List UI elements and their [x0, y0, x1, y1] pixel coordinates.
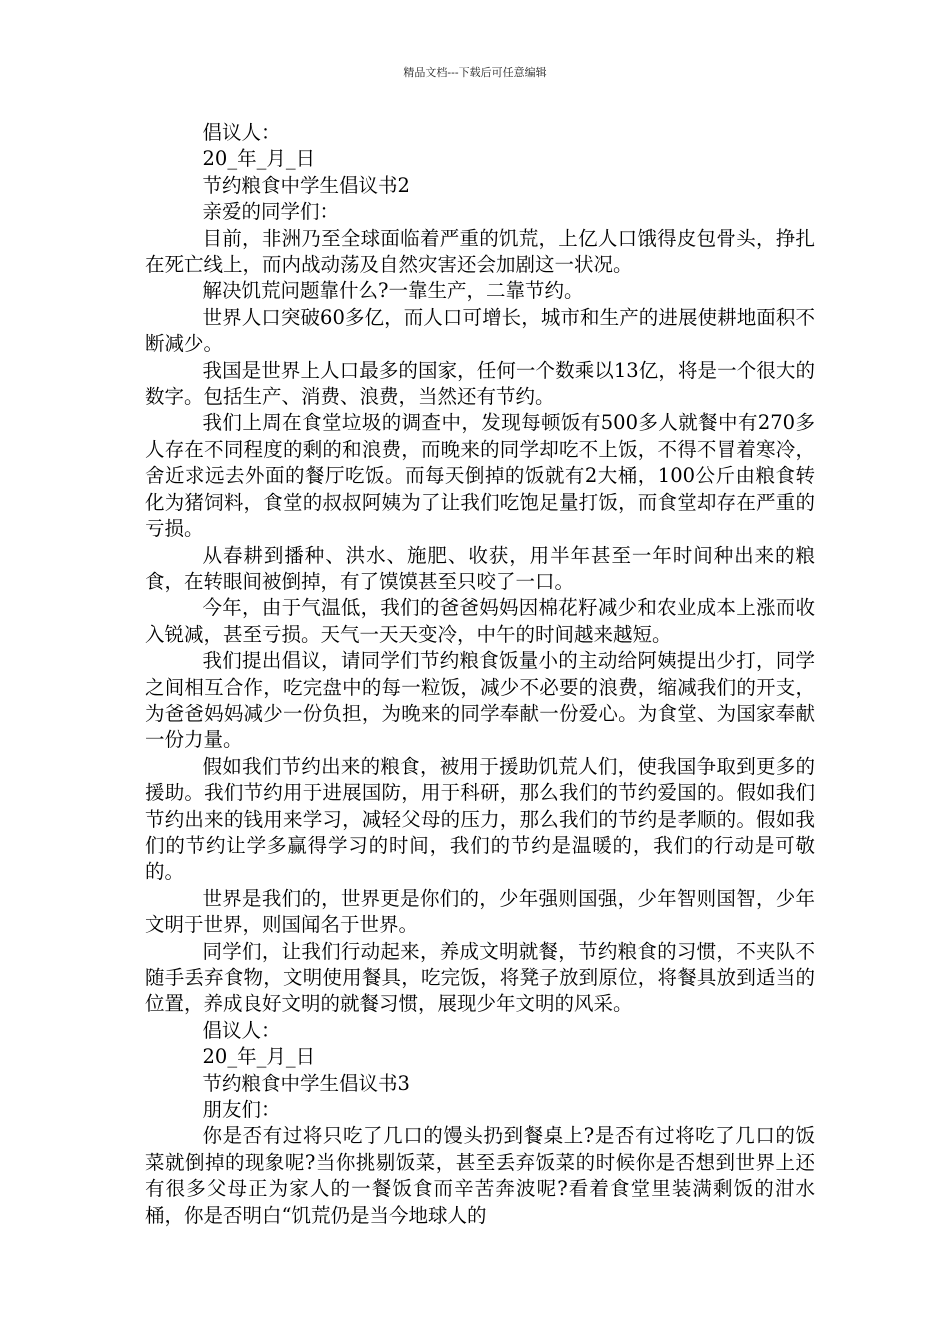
- salutation: 亲爱的同学们：: [202, 200, 340, 224]
- paragraph: 你是否有过将只吃了几口的馒头扔到餐桌上?是否有过将吃了几口的饭菜就倒掉的现象呢?当你挑剔饭菜，甚至丢弃饭菜的时候你是否想到世界上还有很多父母正为家人的一餐饭食而辛苦奔波呢?看着食堂里装满剩饭的泔水桶，你是否明白“饥荒仍是当今地球人的: [145, 1124, 815, 1227]
- paragraph: 今年，由于气温低，我们的爸爸妈妈因棉花籽减少和农业成本上涨而收入锐减，甚至亏损。天气一天天变冷，中午的时间越来越短。: [145, 596, 815, 646]
- paragraph: 目前，非洲乃至全球面临着严重的饥荒，上亿人口饿得皮包骨头，挣扎在死亡线上，而内战动荡及自然灾害还会加剧这一状况。: [145, 226, 815, 277]
- section-title: 节约粮食中学生倡议书3: [202, 1071, 410, 1095]
- paragraph: 世界是我们的，世界更是你们的，少年强则国强，少年智则国智，少年文明于世界，则国闻名于世界。: [145, 886, 815, 937]
- paragraph: 我们提出倡议，请同学们节约粮食饭量小的主动给阿姨提出少打，同学之间相互合作，吃完盘中的每一粒饭，减少不必要的浪费，缩减我们的开支，为爸爸妈妈减少一份负担，为晚来的同学奉献一份爱心。为食堂、为国家奉献一份力量。: [145, 649, 815, 752]
- paragraph: 解决饥荒问题靠什么?一靠生产，二靠节约。: [202, 279, 584, 303]
- paragraph: 我国是世界上人口最多的国家，任何一个数乘以13亿，将是一个很大的数字。包括生产、消费、浪费，当然还有节约。: [145, 358, 815, 409]
- document-body: [145, 120, 815, 1229]
- page-header: 精品文档---下载后可任意编辑: [403, 66, 547, 79]
- salutation: 朋友们：: [202, 1098, 281, 1122]
- paragraph: 我们上周在食堂垃圾的调查中，发现每顿饭有500多人就餐中有270多人存在不同程度的剩的和浪费，而晚来的同学却吃不上饭，不得不冒着寒冷，舍近求远去外面的餐厅吃饭。而每天倒掉的饭就有2大桶，100公斤由粮食转化为猪饲料，食堂的叔叔阿姨为了让我们吃饱足量打饭，而食堂却存在严重的亏损。: [145, 411, 815, 541]
- paragraph: 从春耕到播种、洪水、施肥、收获，用半年甚至一年时间种出来的粮食，在转眼间被倒掉，有了馍馍甚至只咬了一口。: [145, 543, 815, 593]
- section-title: 节约粮食中学生倡议书2: [202, 173, 410, 197]
- signature-label: 倡议人：: [202, 1018, 281, 1042]
- paragraph: 假如我们节约出来的粮食，被用于援助饥荒人们，使我国争取到更多的援助。我们节约用于进展国防，用于科研，那么我们的节约爱国的。假如我们节约出来的钱用来学习，减轻父母的压力，那么我们的节约是孝顺的。假如我们的节约让学多赢得学习的时间，我们的节约是温暖的，我们的行动是可敬的。: [145, 754, 815, 884]
- paragraph: 世界人口突破60多亿，而人口可增长，城市和生产的进展使耕地面积不断减少。: [145, 305, 815, 356]
- signature-label: 倡议人：: [202, 121, 281, 144]
- paragraph: 同学们，让我们行动起来，养成文明就餐，节约粮食的习惯，不夹队不随手丢弃食物，文明使用餐具，吃完饭，将凳子放到原位，将餐具放到适当的位置，养成良好文明的就餐习惯，展现少年文明的风采。: [145, 939, 815, 1016]
- date-line: 20_年_月_日: [202, 1045, 316, 1069]
- date-line: 20_年_月_日: [202, 147, 316, 171]
